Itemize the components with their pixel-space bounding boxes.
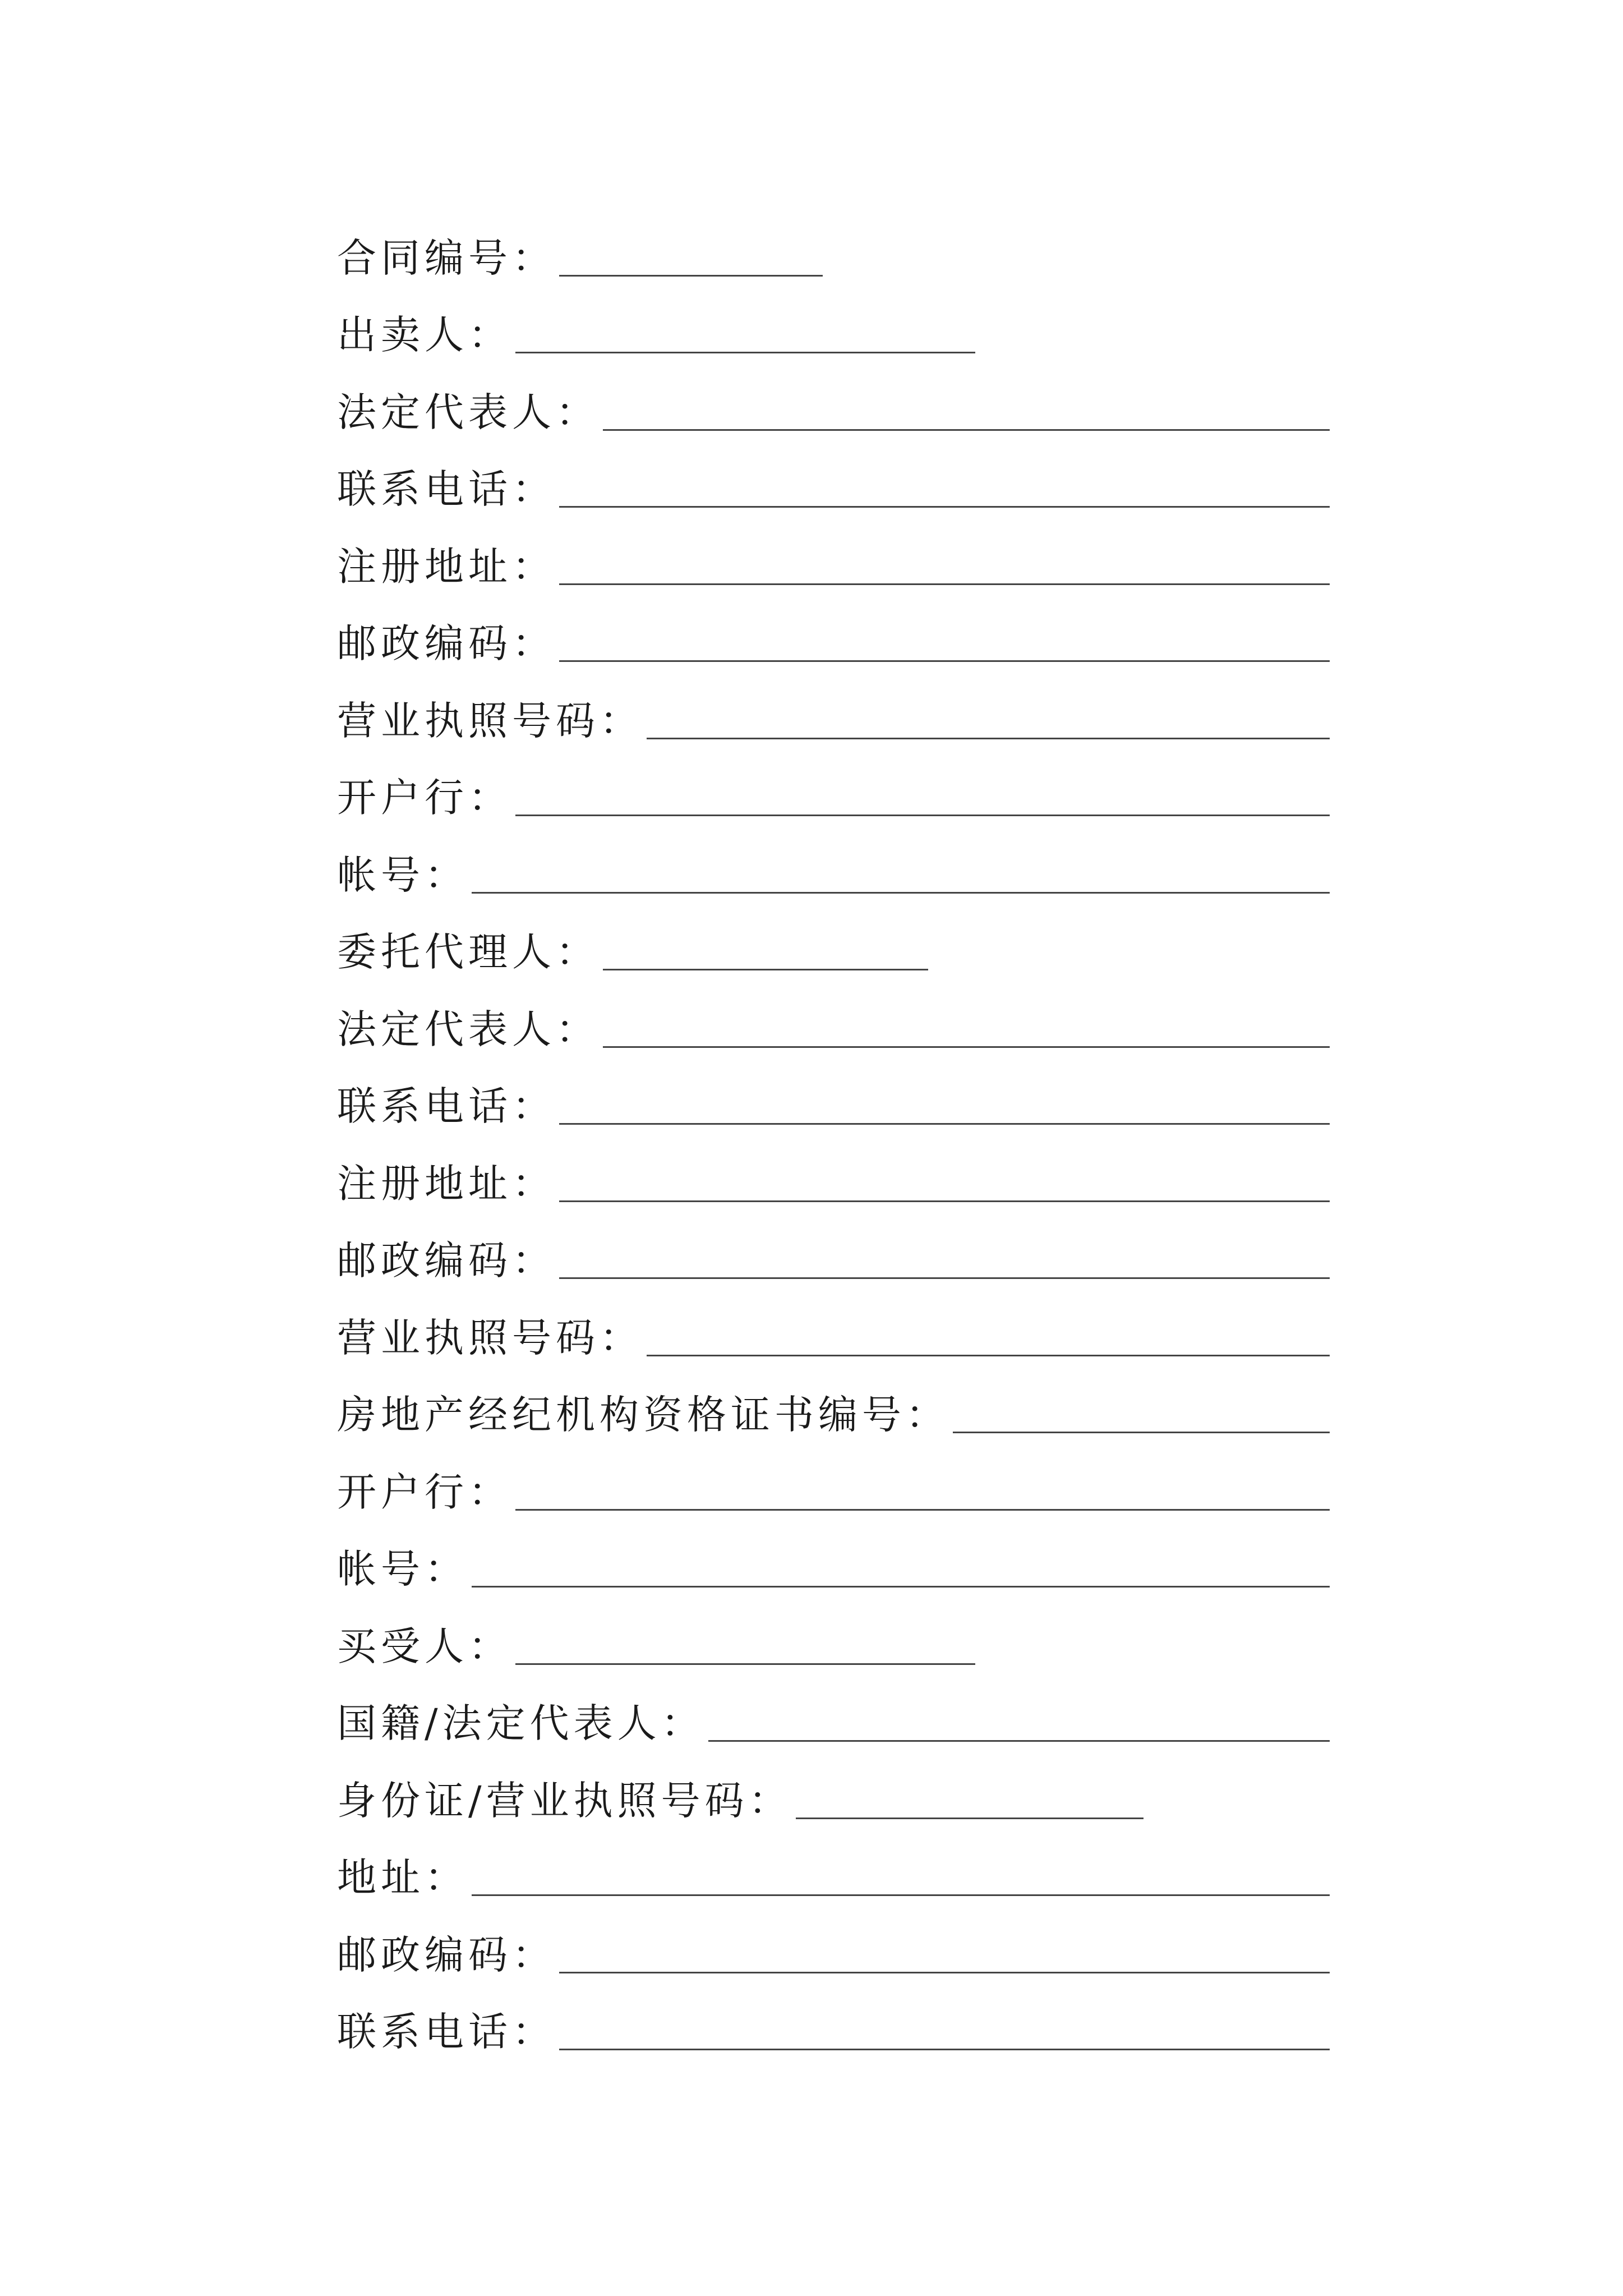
- fill-in-blank[interactable]: [515, 815, 1330, 816]
- field-buyer-address: [337, 1830, 1330, 1908]
- fill-in-blank[interactable]: [559, 275, 823, 277]
- field-label: 身份证/营业执照号码：: [337, 1777, 792, 1824]
- field-label: 房地产经纪机构资格证书编号：: [337, 1392, 949, 1438]
- fill-in-blank[interactable]: [559, 1123, 1330, 1125]
- fill-in-blank[interactable]: [953, 1432, 1330, 1433]
- field-seller-postal-code: [337, 596, 1330, 674]
- field-seller-registered-address: [337, 519, 1330, 596]
- fill-in-blank[interactable]: [708, 1740, 1330, 1742]
- field-label: 委托代理人：: [337, 929, 600, 975]
- field-label: 地址：: [337, 1855, 468, 1901]
- field-label: 邮政编码：: [337, 620, 556, 666]
- field-label: 联系电话：: [337, 1083, 556, 1129]
- field-agent-business-license: [337, 1290, 1330, 1368]
- field-seller-business-license: [337, 673, 1330, 751]
- field-label: 法定代表人：: [337, 1006, 600, 1052]
- field-agent-qualification-certificate: [337, 1368, 1330, 1445]
- field-buyer-id-number: [337, 1753, 1330, 1830]
- fill-in-blank[interactable]: [647, 1355, 1330, 1356]
- fill-in-blank[interactable]: [603, 1046, 1330, 1048]
- field-label: 邮政编码：: [337, 1237, 556, 1283]
- fill-in-blank[interactable]: [559, 1200, 1330, 1202]
- field-seller-phone: [337, 442, 1330, 519]
- fill-in-blank[interactable]: [559, 1972, 1330, 1973]
- fill-in-blank[interactable]: [603, 429, 1330, 431]
- fill-in-blank[interactable]: [515, 1663, 975, 1665]
- field-agent-registered-address: [337, 1136, 1330, 1213]
- field-agent-postal-code: [337, 1213, 1330, 1291]
- field-label: 邮政编码：: [337, 1931, 556, 1978]
- field-label: 法定代表人：: [337, 389, 600, 435]
- field-label: 联系电话：: [337, 466, 556, 512]
- field-agent-bank: [337, 1444, 1330, 1522]
- fill-in-blank[interactable]: [559, 506, 1330, 508]
- field-buyer: [337, 1599, 1330, 1676]
- field-contract-number: [337, 210, 1330, 288]
- field-agent: [337, 905, 1330, 982]
- field-label: 开户行：: [337, 1469, 512, 1515]
- field-seller: [337, 288, 1330, 365]
- fill-in-blank[interactable]: [559, 1277, 1330, 1279]
- field-buyer-phone: [337, 1985, 1330, 2062]
- field-label: 合同编号：: [337, 234, 556, 281]
- fill-in-blank[interactable]: [515, 352, 975, 353]
- field-label: 营业执照号码：: [337, 1314, 643, 1361]
- field-label: 国籍/法定代表人：: [337, 1700, 705, 1746]
- field-buyer-nationality: [337, 1676, 1330, 1754]
- field-label: 开户行：: [337, 775, 512, 821]
- fill-in-blank[interactable]: [472, 1894, 1330, 1896]
- fill-in-blank[interactable]: [559, 2049, 1330, 2050]
- field-label: 帐号：: [337, 1546, 468, 1592]
- fill-in-blank[interactable]: [647, 738, 1330, 739]
- fill-in-blank[interactable]: [796, 1818, 1144, 1819]
- fill-in-blank[interactable]: [515, 1509, 1330, 1511]
- field-agent-phone: [337, 1059, 1330, 1137]
- fill-in-blank[interactable]: [603, 969, 928, 970]
- fill-in-blank[interactable]: [472, 892, 1330, 894]
- field-seller-legal-representative: [337, 365, 1330, 442]
- field-label: 注册地址：: [337, 543, 556, 590]
- field-label: 联系电话：: [337, 2009, 556, 2055]
- field-seller-bank: [337, 751, 1330, 828]
- field-seller-account: [337, 827, 1330, 905]
- field-label: 帐号：: [337, 852, 468, 898]
- field-label: 出卖人：: [337, 312, 512, 358]
- fill-in-blank[interactable]: [559, 660, 1330, 662]
- field-agent-legal-representative: [337, 982, 1330, 1059]
- field-label: 买受人：: [337, 1623, 512, 1669]
- fill-in-blank[interactable]: [472, 1586, 1330, 1588]
- contract-party-form: [337, 210, 1330, 2062]
- field-buyer-postal-code: [337, 1907, 1330, 1985]
- fill-in-blank[interactable]: [559, 583, 1330, 585]
- field-label: 注册地址：: [337, 1160, 556, 1207]
- field-agent-account: [337, 1522, 1330, 1599]
- field-label: 营业执照号码：: [337, 697, 643, 744]
